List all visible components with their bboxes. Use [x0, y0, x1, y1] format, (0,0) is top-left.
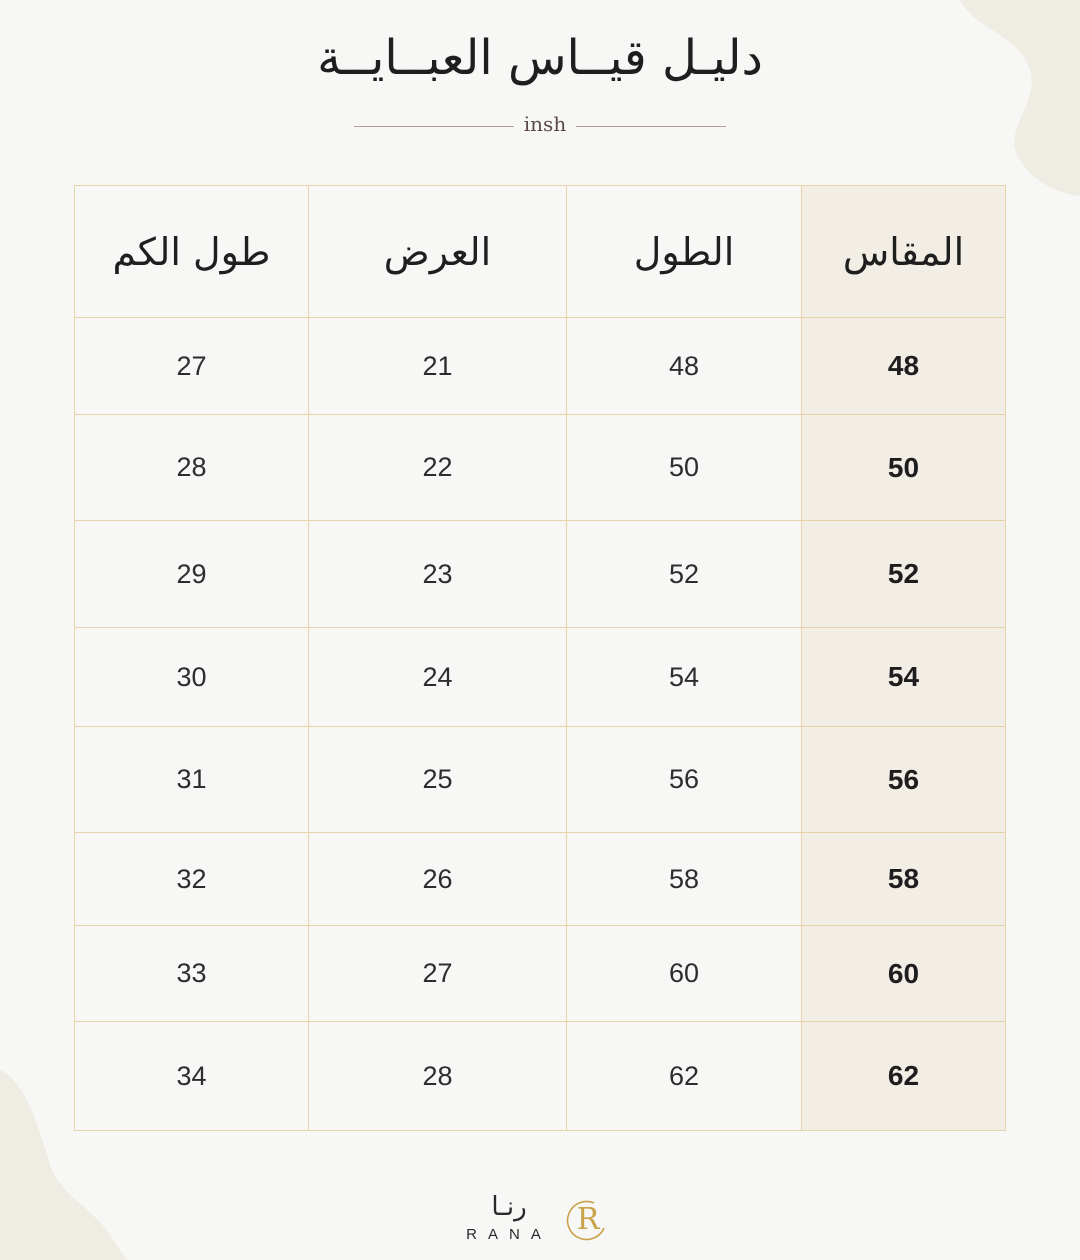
cell-sleeve: 32	[75, 833, 309, 926]
table-row	[75, 521, 1006, 628]
divider-line-left	[354, 126, 514, 127]
cell-width: 27	[309, 926, 567, 1022]
cell-length: 54	[567, 628, 802, 727]
table-row	[75, 415, 1006, 521]
table-row	[75, 318, 1006, 415]
cell-width: 24	[309, 628, 567, 727]
cell-length: 50	[567, 415, 802, 521]
cell-sleeve: 29	[75, 521, 309, 628]
unit-subtitle	[354, 112, 726, 140]
unit-label: insh	[523, 112, 567, 136]
cell-length: 58	[567, 833, 802, 926]
cell-length: 60	[567, 926, 802, 1022]
table-header-row	[75, 186, 1006, 318]
cell-length: 56	[567, 727, 802, 833]
cell-width: 28	[309, 1022, 567, 1131]
cell-width: 23	[309, 521, 567, 628]
brand-logo	[450, 1192, 620, 1252]
table-row	[75, 833, 1006, 926]
cell-sleeve: 27	[75, 318, 309, 415]
cell-length: 52	[567, 521, 802, 628]
cell-size: 52	[802, 521, 1006, 628]
cell-width: 25	[309, 727, 567, 833]
cell-size: 54	[802, 628, 1006, 727]
cell-width: 21	[309, 318, 567, 415]
brand-monogram-letter: R	[576, 1202, 600, 1237]
table-row	[75, 926, 1006, 1022]
cell-width: 22	[309, 415, 567, 521]
header-sleeve-length: طول الكم	[75, 186, 309, 318]
cell-size: 48	[802, 318, 1006, 415]
brand-name-english: RANA	[466, 1226, 552, 1243]
cell-size: 62	[802, 1022, 1006, 1131]
cell-sleeve: 33	[75, 926, 309, 1022]
header-length: الطول	[567, 186, 802, 318]
table-row	[75, 727, 1006, 833]
size-chart-table	[74, 185, 1006, 1131]
table-row	[75, 1022, 1006, 1131]
page-title: دليـل قيــاس العبــايــة	[317, 30, 763, 86]
divider-line-right	[576, 126, 726, 127]
table-row	[75, 628, 1006, 727]
cell-width: 26	[309, 833, 567, 926]
header-size: المقاس	[802, 186, 1006, 318]
cell-size: 60	[802, 926, 1006, 1022]
cell-sleeve: 34	[75, 1022, 309, 1131]
brand-name-arabic: رنـا	[491, 1192, 527, 1222]
header-width: العرض	[309, 186, 567, 318]
cell-sleeve: 28	[75, 415, 309, 521]
cell-size: 58	[802, 833, 1006, 926]
cell-size: 56	[802, 727, 1006, 833]
cell-size: 50	[802, 415, 1006, 521]
cell-sleeve: 30	[75, 628, 309, 727]
cell-length: 62	[567, 1022, 802, 1131]
cell-length: 48	[567, 318, 802, 415]
cell-sleeve: 31	[75, 727, 309, 833]
